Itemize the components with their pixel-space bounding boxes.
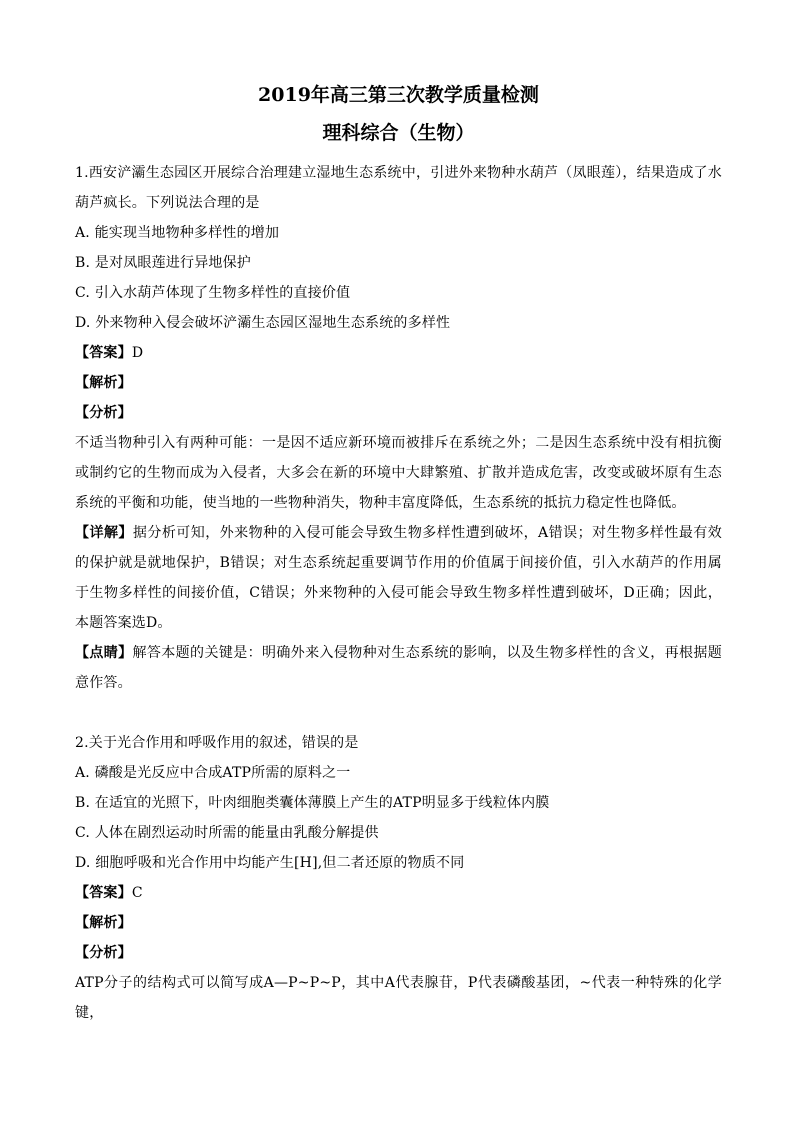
- q2-fenxi: ATP分子的结构式可以简写成A—P~P~P，其中A代表腺苷，P代表磷酸基团，~代表一种特殊的化学键，: [75, 975, 722, 1021]
- q2-answer: C: [131, 885, 143, 901]
- q1-detail-tag: 【详解】: [75, 525, 133, 541]
- q2-option-b: B. 在适宜的光照下，叶肉细胞类囊体薄膜上产生的ATP明显多于线粒体内膜: [75, 795, 550, 811]
- q2-option-d: D. 细胞呼吸和光合作用中均能产生[H],但二者还原的物质不同: [75, 855, 465, 871]
- q2-option-c: C. 人体在剧烈运动时所需的能量由乳酸分解提供: [75, 825, 379, 841]
- q2-analysis-tag: 【解析】: [75, 915, 132, 931]
- q1-answer-line: [75, 338, 722, 368]
- q1-answer: D: [131, 345, 144, 361]
- page-subtitle: 理科综合（生物）: [322, 122, 475, 144]
- q1-option-d: D. 外来物种入侵会破坏浐灞生态园区湿地生态系统的多样性: [75, 315, 451, 331]
- q1-comment-tag: 【点睛】: [75, 645, 133, 661]
- page-title: 2019年高三第三次教学质量检测: [258, 84, 539, 106]
- q1-fenxi-tag: 【分析】: [75, 405, 132, 421]
- q1-option-b: B. 是对凤眼莲进行异地保护: [75, 255, 251, 271]
- q1-detail: 据分析可知，外来物种的入侵可能会导致生物多样性遭到破坏，A错误；对生物多样性最有效的保护就是就地保护，B错误；对生态系统起重要调节作用的价值属于间接价值，引入水葫芦的作用属于生物多样性的间接价值，C错误；外来物种的入侵可能会导致生物多样性遭到破坏，D正确；因此，本题答案选D。: [75, 525, 722, 631]
- q2-fenxi-tag: 【分析】: [75, 945, 132, 961]
- q1-option-a: A. 能实现当地物种多样性的增加: [75, 225, 280, 241]
- q1-fenxi: 不适当物种引入有两种可能：一是因不适应新环境而被排斥在系统之外；二是因生态系统中没有相抗衡或制约它的生物而成为入侵者，大多会在新的环境中大肆繁殖、扩散并造成危害，改变或破坏原有生态系统的平衡和功能，使当地的一些物种消失，物种丰富度降低，生态系统的抵抗力稳定性也降低。: [75, 435, 722, 511]
- q1-comment: 解答本题的关键是：明确外来入侵物种对生态系统的影响，以及生物多样性的含义，再根据题意作答。: [75, 645, 722, 691]
- q2-option-a: A. 磷酸是光反应中合成ATP所需的原料之一: [75, 765, 351, 781]
- q1-analysis-tag: 【解析】: [75, 375, 132, 391]
- q2-stem: 2.关于光合作用和呼吸作用的叙述，错误的是: [75, 735, 359, 751]
- q1-stem: 1.西安浐灞生态园区开展综合治理建立湿地生态系统中，引进外来物种水葫芦（凤眼莲），结果造成了水葫芦疯长。下列说法合理的是: [75, 165, 722, 211]
- q1-detail-line: [75, 518, 722, 638]
- q2-answer-tag: 【答案】: [75, 885, 132, 901]
- q1-option-c: C. 引入水葫芦体现了生物多样性的直接价值: [75, 285, 351, 301]
- q2-answer-line: [75, 878, 722, 908]
- question-gap: [75, 698, 722, 728]
- q1-answer-tag: 【答案】: [75, 345, 132, 361]
- q1-comment-line: [75, 638, 722, 698]
